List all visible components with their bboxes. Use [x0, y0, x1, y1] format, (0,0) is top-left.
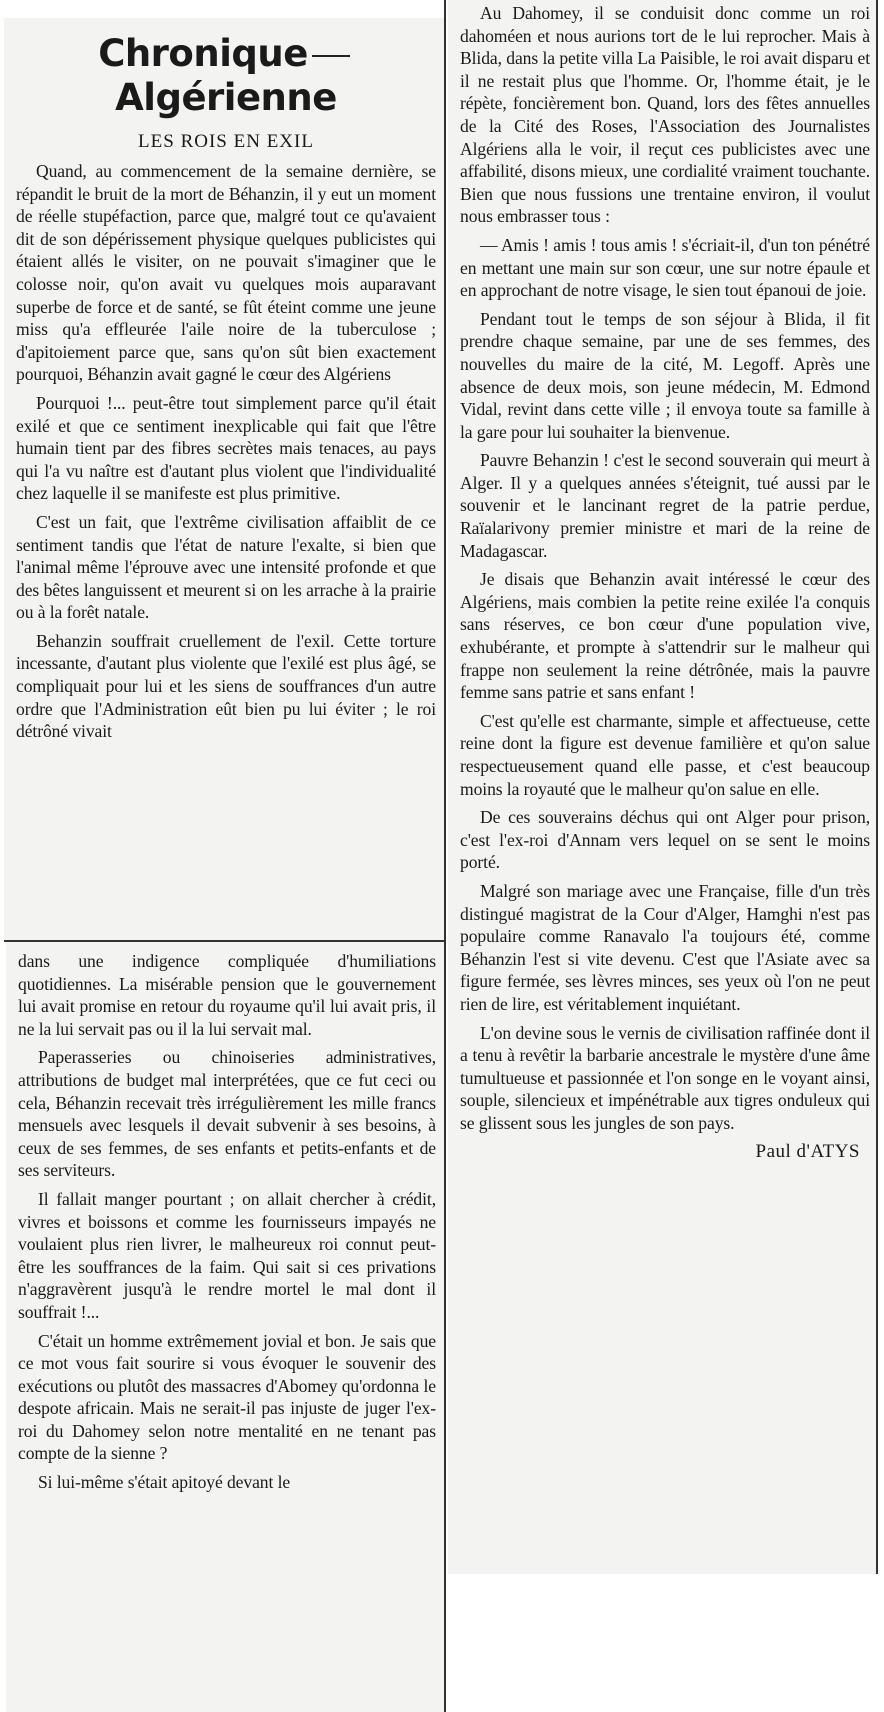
paragraph: C'est un fait, que l'extrême civilisation affaiblit de ce sentiment tandis que l'état de nature l'exalte, si bien que l'animal même l'éprouve avec une intensité profonde et que des bêtes languissent et meurent si on les arrache à la prairie ou à la forêt natale.: [16, 511, 436, 623]
right-edge-border: [876, 0, 878, 1574]
paragraph: Malgré son mariage avec une Française, fille d'un très distingué magistrat de la Cour d'Alger, Hamghi n'est pas populaire comme Ranavalo l'a toujours été, comme Béhanzin l'est si vite devenu. C'est que l'Asiate avec sa figure fermée, ses lèvres minces, ses yeux où l'on ne peut rien de lire, est véritablement inquiétant.: [460, 880, 870, 1014]
masthead-left: Chronique: [98, 32, 308, 75]
paragraph: Au Dahomey, il se conduisit donc comme un roi dahoméen et nous aurions tort de le lui reprocher. Mais à Blida, dans la petite villa La Paisible, le roi avait disparu et il ne restait plus que l'homme. Or, l'homme était, je le répète, foncièrement bon. Quand, lors des fêtes annuelles de la Cité des Roses, l'Association des Journalistes Algériens alla le voir, il reçut ces publicistes avec une affabilité, disons mieux, une cordialité vraiment touchante. Bien que nous fussions une trentaine environ, il voulut nous embrasser tous :: [460, 3, 870, 227]
paragraph: dans une indigence compliquée d'humiliations quotidiennes. La misérable pension que le gouvernement lui avait promise en retour du royaume qu'il lui avait pris, il ne la lui servait pas ou il la lui servait mal.: [18, 951, 436, 1039]
paragraph: — Amis ! amis ! tous amis ! s'écriait-il, d'un ton pénétré en mettant une main sur son cœur, une sur notre épaule et en approchant de notre visage, le sien tout épanoui de joie.: [460, 234, 870, 301]
column-divider: [444, 0, 446, 1712]
paragraph: Paperasseries ou chinoiseries administratives, attributions de budget mal interprétées, que ce fut ceci ou cela, Béhanzin recevait très irrégulièrement les mille francs mensuels avec lesquels il devait subvenir à ses besoins, à ceux de ses femmes, de ses enfants et petits-enfants et de ses serviteurs.: [18, 1047, 436, 1181]
paragraph: Pendant tout le temps de son séjour à Blida, il fit prendre chaque semaine, par une de ses femmes, des nouvelles du maire de la cité, M. Legoff. Après une absence de deux mois, son jeune médecin, M. Edmond Vidal, revint dans cette ville ; il envoya toute sa famille à la gare pour lui souhaiter la bienvenue.: [460, 308, 870, 442]
clipping-column-1-top: [4, 18, 444, 940]
author-signature: Paul d'ATYS: [755, 1140, 860, 1162]
paragraph: Pauvre Behanzin ! c'est le second souverain qui meurt à Alger. Il y a quelques années s'éteignit, tué aussi par le souvenir et le lancinant regret de la patrie perdue, Raïalarivony premier ministre et mari de la reine de Madagascar.: [460, 450, 870, 561]
masthead-right: Algérienne: [115, 76, 337, 119]
paragraph: Si lui-même s'était apitoyé devant le: [38, 1472, 291, 1493]
paragraph: Je disais que Behanzin avait intéressé le cœur des Algériens, mais combien la petite reine exilée l'a conquis sans réserves, ce bon cœur d'une population vive, exhubérante, et prompte à s'attendrir sur le malheur qui frappe non seulement la reine détrônée, mais la pauvre femme sans patrie et sans enfant !: [460, 569, 870, 703]
paragraph: Quand, au commencement de la semaine dernière, se répandit le bruit de la mort de Béhanzin, il y eut un moment de réelle stupéfaction, parce que, malgré tout ce qu'avaient dit de son dépérissement physique quelques publicistes qui étaient allés le visiter, on ne pouvait s'imaginer que le colosse noir, qu'on avait vu quelques mois auparavant superbe de force et de santé, se fût éteint comme une jeune miss qu'a effleurée l'aile noire de la tuberculose ; d'apitoiement parce que, sans qu'on sût bien exactement pourquoi, Béhanzin avait gagné le cœur des Algériens: [16, 161, 436, 385]
paragraph: C'était un homme extrêmement jovial et bon. Je sais que ce mot vous fait sourire si vous évoquer le souvenir des exécutions ou plutôt des massacres d'Abomey qu'ordonna le despote africain. Mais ne serait-il pas injuste de juger l'ex-roi du Dahomey selon notre mentalité en ne tenant pas compte de la sienne ?: [18, 1330, 436, 1464]
paragraph: De ces souverains déchus qui ont Alger pour prison, c'est l'ex-roi d'Annam vers lequel on se sent le moins porté.: [460, 807, 870, 873]
masthead-title: [16, 32, 436, 120]
paragraph: C'est qu'elle est charmante, simple et affectueuse, cette reine dont la figure est devenue familière et qu'on salue respectueusement quand elle passe, et c'est beaucoup moins la royauté que le malheur qu'on salue en elle.: [460, 710, 870, 799]
paragraph: L'on devine sous le vernis de civilisation raffinée dont il a tenu à revêtir la barbarie ancestrale le mystère d'une âme tumultueuse et passionnée et l'on songe en le voyant ainsi, souple, silencieux et impénétrable aux tigres onduleux qui se glissent sous les jungles de son pays.: [460, 1022, 870, 1133]
masthead-rule: [312, 55, 350, 57]
article-headline: LES ROIS EN EXIL: [138, 131, 314, 152]
clip-divider: [4, 940, 444, 942]
paragraph: Il fallait manger pourtant ; on allait chercher à crédit, vivres et boissons et comme les fournisseurs impayés ne voulaient plus rien livrer, le malheureux roi connut peut-être les souffrances de la faim. Qui sait si ces privations n'aggravèrent jusqu'à le rendre mortel le mal dont il souffrait !...: [18, 1188, 436, 1322]
paragraph: Behanzin souffrait cruellement de l'exil. Cette torture incessante, d'autant plus violente que l'exilé est plus âgé, se compliquait pour lui et les siens de souffrances d'un autre ordre que l'Administration eût bien pu lui éviter ; le roi détrôné vivait: [16, 630, 436, 742]
clipping-column-1-bottom: [6, 942, 444, 1712]
clipping-column-2: [448, 0, 876, 1574]
paragraph: Pourquoi !... peut-être tout simplement parce qu'il était exilé et que ce sentiment inexplicable qui fait que l'être humain tient par des fibres secrètes mais tenaces, au pays qui l'a vu naître est d'autant plus violent que l'individualité chez laquelle il se manifeste est plus primitive.: [16, 392, 436, 504]
